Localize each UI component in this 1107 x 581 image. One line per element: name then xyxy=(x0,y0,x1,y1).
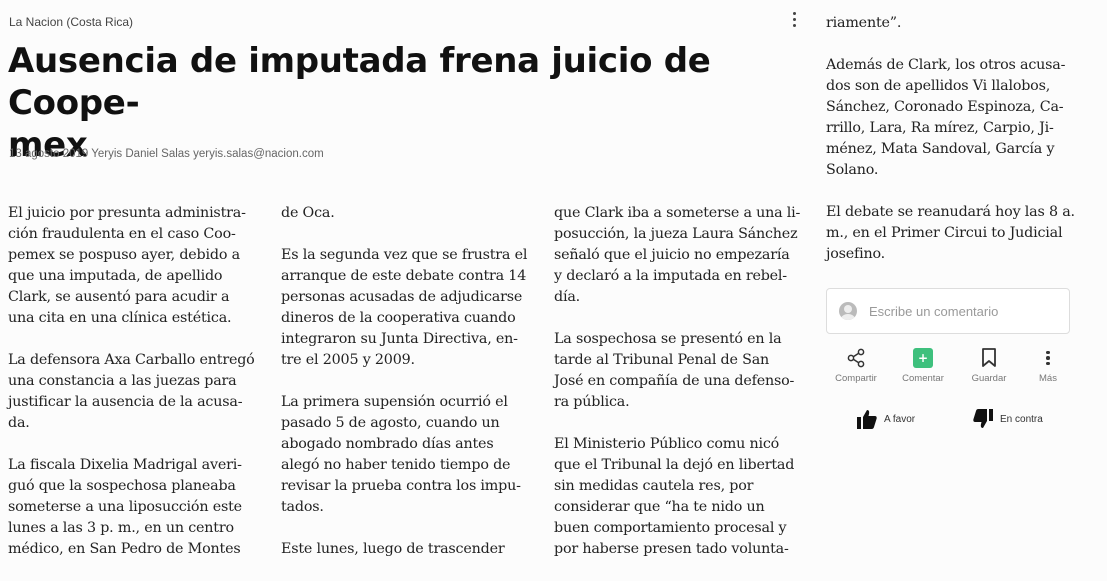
article-byline: 13 agosto 2019 Yeryis Daniel Salas yeryis.salas@nacion.com xyxy=(9,148,324,160)
share-icon xyxy=(846,348,866,368)
thumbs-up-icon xyxy=(856,408,878,430)
thumbs-down-icon xyxy=(972,408,994,430)
bookmark-icon xyxy=(981,348,997,368)
article-column-4 xyxy=(826,13,1096,286)
paragraph: La primera supensión ocurrió el pasado 5 de agosto, cuando un abogado nombrado días antes alegó no haber tenido tiempo de revisar la prueba contra los impu- tados. xyxy=(281,394,521,515)
action-bar xyxy=(826,346,1076,390)
more-options-icon[interactable] xyxy=(787,12,801,34)
paragraph: La fiscala Dixelia Madrigal averi- guó que la sospechosa planeaba someterse a una liposucción este lunes a las 3 p. m., en un centro médico, en San Pedro de Montes xyxy=(8,457,242,557)
vertical-dots-icon xyxy=(1046,349,1050,368)
add-comment-icon: + xyxy=(913,348,933,368)
upvote-label: A favor xyxy=(884,413,916,425)
source-label: La Nacion (Costa Rica) xyxy=(9,15,134,29)
paragraph: Además de Clark, los otros acusa- dos son de apellidos Vi llalobos, Sánchez, Coronado Espinoza, Ca- rrillo, Lara, Ra mírez, Carpio, Ji- ménez, Mata Sandoval, García y Solano. xyxy=(826,57,1066,178)
paragraph: riamente”. xyxy=(826,15,902,31)
avatar-icon xyxy=(839,302,857,320)
paragraph: que Clark iba a someterse a una li- posucción, la jueza Laura Sánchez señaló que el juicio no empezaría y declaró a la imputada en rebel- día. xyxy=(554,205,801,305)
comment-input[interactable] xyxy=(867,299,1061,323)
comment-box[interactable] xyxy=(826,288,1070,334)
more-button[interactable] xyxy=(1018,346,1078,384)
upvote-button[interactable] xyxy=(856,408,915,430)
comment-button[interactable] xyxy=(893,346,953,384)
article-column-1 xyxy=(8,203,260,581)
share-button[interactable] xyxy=(826,346,886,384)
save-label: Guardar xyxy=(971,373,1007,384)
save-button[interactable] xyxy=(959,346,1019,384)
paragraph: de Oca. xyxy=(281,205,335,221)
paragraph: El juicio por presunta administra- ción fraudulenta en el caso Coo- pemex se pospuso ayer, debido a que una imputada, de apellido Clark, se ausentó para acudir a una cita en una clínica estética. xyxy=(8,205,246,326)
paragraph: Este lunes, luego de trascender xyxy=(281,541,505,557)
more-label: Más xyxy=(1039,373,1057,384)
paragraph: El debate se reanudará hoy las 8 a. m., en el Primer Circui to Judicial josefino. xyxy=(826,204,1075,262)
downvote-button[interactable] xyxy=(972,408,1043,430)
article-column-3 xyxy=(554,203,806,581)
paragraph: Es la segunda vez que se frustra el arranque de este debate contra 14 personas acusadas de adjudicarse dineros de la cooperativa cuando integraron su Junta Directiva, en- tre el 2005 y 2009. xyxy=(281,247,528,368)
share-label: Compartir xyxy=(835,373,877,384)
downvote-label: En contra xyxy=(1000,413,1043,425)
paragraph: La defensora Axa Carballo entregó una constancia a las juezas para justificar la ausencia de la acusa- da. xyxy=(8,352,255,431)
comment-label: Comentar xyxy=(902,373,944,384)
article-title-text: Ausencia de imputada frena juicio de Coope- mex xyxy=(8,41,711,165)
paragraph: La sospechosa se presentó en la tarde al Tribunal Penal de San José en compañía de una defenso- ra pública. xyxy=(554,331,795,410)
article-column-2 xyxy=(281,203,533,581)
paragraph: El Ministerio Público comu nicó que el Tribunal la dejó en libertad sin medidas cautela res, por considerar que “ha te nido un buen comportamiento procesal y por haberse presen tado volunta- xyxy=(554,436,795,557)
